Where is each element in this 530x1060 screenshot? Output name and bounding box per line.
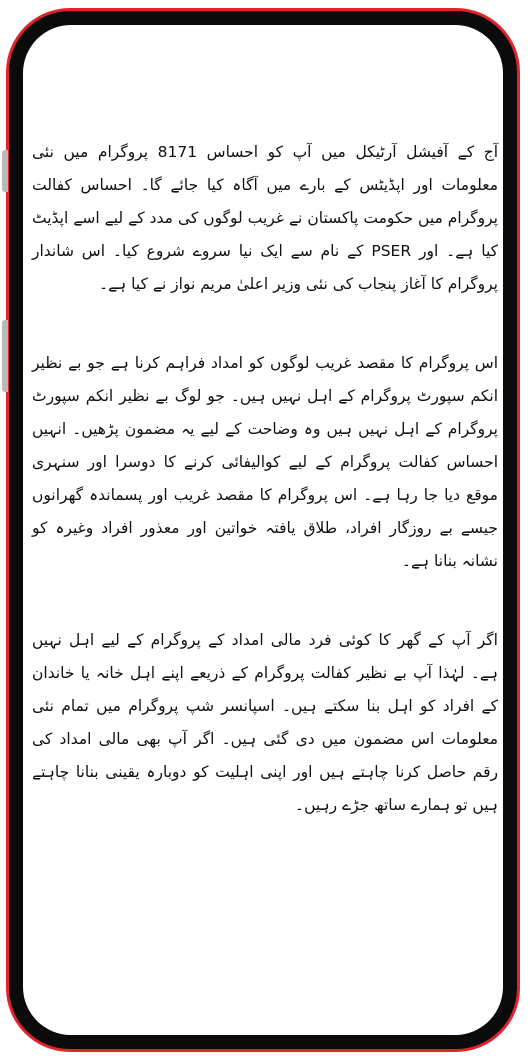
article-paragraph-2: اس پروگرام کا مقصد غریب لوگوں کو امداد فراہم کرنا ہے جو بے نظیر انکم سپورٹ پروگرام کے اہل نہیں ہیں۔ جو لوگ بے نظیر انکم سپورٹ پروگرام کے اہل نہیں ہیں وہ وضاحت کے لیے یہ مضمون پڑھیں۔ انہیں احساس کفالت پروگرام کے لیے کوالیفائی کرنے کا دوسرا اور سنہری موقع دیا جا رہا ہے۔ اس پروگرام کا مقصد غریب اور پسماندہ گھرانوں جیسے بے روزگار افراد، طلاق یافتہ خواتین اور معذور افراد وغیرہ کو نشانہ بنانا ہے۔ xyxy=(32,354,498,570)
phone-side-button-upper xyxy=(2,150,8,192)
article-paragraph-1: آج کے آفیشل آرٹیکل میں آپ کو احساس 8171 پروگرام میں نئی معلومات اور اپڈیٹس کے بارے میں آگاہ کیا جائے گا۔ احساس کفالت پروگرام میں حکومت پاکستان نے غریب لوگوں کی مدد کے لیے اسے اپڈیٹ کیا ہے۔ اور PSER کے نام سے ایک نیا سروے شروع کیا۔ اس شاندار پروگرام کا آغاز پنجاب کی نئی وزیر اعلیٰ مریم نواز نے کیا ہے۔ xyxy=(32,143,499,293)
article-paragraph-3: اگر آپ کے گھر کا کوئی فرد مالی امداد کے پروگرام کے لیے اہل نہیں ہے۔ لہٰذا آپ بے نظیر کفالت پروگرام کے ذریعے اپنے اہل خانہ یا خاندان کے افراد کو اہل بنا سکتے ہیں۔ اسپانسر شپ پروگرام میں تمام نئی معلومات اس مضمون میں دی گئی ہیں۔ اگر آپ بھی مالی امداد کی رقم حاصل کرنا چاہتے ہیں اور اپنی اہلیت کو دوبارہ یقینی بنانا چاہتے ہیں تو ہمارے ساتھ جڑے رہیں۔ xyxy=(32,631,498,814)
article-body xyxy=(32,136,498,868)
phone-side-button-lower xyxy=(2,320,8,392)
